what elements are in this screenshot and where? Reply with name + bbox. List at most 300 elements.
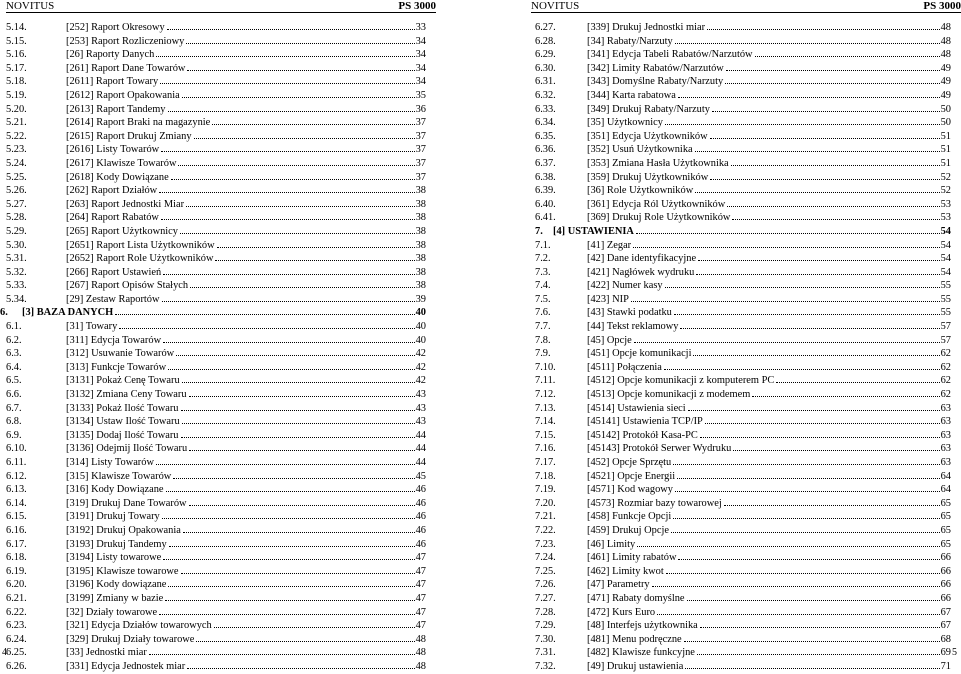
toc-entry[interactable] bbox=[531, 374, 961, 388]
toc-entry[interactable] bbox=[6, 456, 436, 470]
toc-entry-line bbox=[587, 361, 951, 375]
toc-entry-title: [451] Opcje komunikacji bbox=[587, 348, 692, 360]
dot-leader bbox=[710, 171, 939, 180]
toc-entry[interactable] bbox=[6, 361, 436, 375]
toc-entry-number: 6.27. bbox=[535, 22, 556, 33]
toc-entry[interactable] bbox=[6, 402, 436, 416]
toc-entry-page: 66 bbox=[940, 552, 951, 564]
toc-entry-line bbox=[66, 75, 426, 89]
dot-leader bbox=[673, 510, 939, 519]
toc-chapter-entry[interactable] bbox=[531, 225, 961, 239]
toc-entry-number: 7.26. bbox=[535, 579, 556, 591]
dot-leader bbox=[156, 48, 414, 57]
toc-entry-title: [3196] Kody dowiązane bbox=[66, 579, 167, 591]
toc-entry[interactable] bbox=[6, 198, 436, 212]
toc-entry[interactable] bbox=[531, 35, 961, 49]
toc-entry-page: 57 bbox=[940, 334, 951, 346]
toc-entry[interactable] bbox=[531, 565, 961, 579]
toc-entry[interactable] bbox=[6, 429, 436, 443]
toc-entry-number: 6.31. bbox=[535, 76, 556, 88]
toc-entry-page: 34 bbox=[415, 76, 426, 88]
toc-entry-number: 6.39. bbox=[535, 185, 556, 197]
toc-entry-page: 46 bbox=[415, 511, 426, 523]
toc-entry[interactable] bbox=[531, 456, 961, 470]
toc-entry[interactable] bbox=[6, 157, 436, 171]
toc-entry-page: 46 bbox=[415, 484, 426, 496]
toc-entry[interactable] bbox=[531, 211, 961, 225]
toc-entry[interactable] bbox=[6, 184, 436, 198]
toc-entry[interactable] bbox=[531, 524, 961, 538]
toc-entry-page: 42 bbox=[415, 375, 426, 387]
dot-leader bbox=[180, 225, 415, 234]
toc-entry[interactable] bbox=[6, 538, 436, 552]
toc-entry[interactable] bbox=[6, 347, 436, 361]
toc-entry[interactable] bbox=[6, 374, 436, 388]
toc-entry-title: [2611] Raport Towary bbox=[66, 76, 159, 88]
toc-entry-number: 6.18. bbox=[6, 552, 27, 564]
toc-entry-title: [361] Edycja Ról Użytkowników bbox=[587, 198, 726, 210]
toc-entry-title: [4571] Kod wagowy bbox=[587, 484, 673, 496]
toc-entry-line bbox=[66, 524, 426, 538]
toc-entry-title: [2616] Listy Towarów bbox=[66, 144, 160, 156]
toc-entry-line bbox=[66, 130, 426, 144]
toc-entry-number: 5.21. bbox=[6, 117, 27, 129]
toc-entry-line bbox=[66, 225, 426, 239]
toc-entry-line bbox=[66, 592, 426, 606]
toc-entry-title: [3135] Dodaj Ilość Towaru bbox=[66, 429, 179, 441]
toc-entry[interactable] bbox=[531, 103, 961, 117]
toc-entry-page: 47 bbox=[415, 620, 426, 632]
toc-entry-title: [3192] Drukuj Opakowania bbox=[66, 524, 181, 536]
toc-entry-number: 7.30. bbox=[535, 633, 556, 645]
toc-chapter-entry[interactable] bbox=[0, 306, 436, 320]
dot-leader bbox=[634, 334, 940, 343]
toc-entry[interactable] bbox=[6, 116, 436, 130]
toc-entry-line bbox=[66, 198, 426, 212]
toc-entry-title: [2614] Raport Braki na magazynie bbox=[66, 117, 211, 129]
toc-entry-title: [344] Karta rabatowa bbox=[587, 89, 676, 101]
toc-entry-number: 6.37. bbox=[535, 157, 556, 169]
dot-leader bbox=[183, 524, 415, 533]
toc-entry-page: 38 bbox=[415, 198, 426, 210]
toc-entry-page: 62 bbox=[940, 389, 951, 401]
toc-entry[interactable] bbox=[531, 578, 961, 592]
toc-entry-title: [45143] Protokół Serwer Wydruku bbox=[587, 443, 732, 455]
toc-entry-page: 38 bbox=[415, 225, 426, 237]
toc-entry-title: [4521] Opcje Energii bbox=[587, 470, 676, 482]
toc-entry-page: 66 bbox=[940, 565, 951, 577]
toc-entry[interactable] bbox=[531, 320, 961, 334]
dot-leader bbox=[685, 660, 939, 669]
page-header bbox=[6, 0, 436, 14]
toc-entry-number: 5.20. bbox=[6, 103, 27, 115]
dot-leader bbox=[182, 89, 415, 98]
toc-entry-number: 7.3. bbox=[535, 266, 551, 278]
toc-entry-number: 5.22. bbox=[6, 130, 27, 142]
toc-entry[interactable] bbox=[531, 306, 961, 320]
dot-leader bbox=[186, 35, 414, 44]
toc-entry-line bbox=[66, 456, 426, 470]
toc-entry-title: [41] Zegar bbox=[587, 239, 632, 251]
dot-leader bbox=[194, 130, 415, 139]
toc-entry-page: 43 bbox=[415, 416, 426, 428]
toc-entry-number: 7.32. bbox=[535, 660, 556, 672]
toc-entry-number: 6.26. bbox=[6, 660, 27, 672]
dot-leader bbox=[176, 347, 414, 356]
toc-entry-line bbox=[66, 578, 426, 592]
toc-entry-number: 5.34. bbox=[6, 293, 27, 305]
toc-entry-number: 6.2. bbox=[6, 334, 22, 346]
toc-entry-number: 5.26. bbox=[6, 185, 27, 197]
toc-entry-line bbox=[66, 565, 426, 579]
toc-entry[interactable] bbox=[531, 402, 961, 416]
toc-entry[interactable] bbox=[531, 252, 961, 266]
toc-entry-number: 7.16. bbox=[535, 443, 556, 455]
toc-entry-title: [264] Raport Rabatów bbox=[66, 212, 159, 224]
dot-leader bbox=[673, 456, 939, 465]
toc-entry[interactable] bbox=[6, 320, 436, 334]
toc-entry-title: [48] Interfejs użytkownika bbox=[587, 620, 698, 632]
toc-entry-line bbox=[587, 306, 951, 320]
toc-entry[interactable] bbox=[531, 198, 961, 212]
toc-entry-page: 35 bbox=[415, 89, 426, 101]
toc-entry-number: 7.4. bbox=[535, 280, 551, 292]
toc-entry-page: 54 bbox=[940, 225, 951, 237]
dot-leader bbox=[724, 497, 940, 506]
toc-entry[interactable] bbox=[6, 35, 436, 49]
toc-entry[interactable] bbox=[531, 361, 961, 375]
toc-entry-title: [312] Usuwanie Towarów bbox=[66, 348, 175, 360]
toc-entry-page: 66 bbox=[940, 592, 951, 604]
toc-entry-number: 6.23. bbox=[6, 620, 27, 632]
toc-entry[interactable] bbox=[531, 660, 961, 674]
dot-leader bbox=[698, 252, 940, 261]
toc-entry-number: 5.30. bbox=[6, 239, 27, 251]
toc-entry-page: 63 bbox=[940, 416, 951, 428]
toc-entry[interactable] bbox=[6, 551, 436, 565]
toc-entry-number: 6.34. bbox=[535, 117, 556, 129]
toc-entry-page: 37 bbox=[415, 171, 426, 183]
toc-entry[interactable] bbox=[6, 103, 436, 117]
toc-entry-number: 5.19. bbox=[6, 89, 27, 101]
toc-entry[interactable] bbox=[531, 592, 961, 606]
dot-leader bbox=[178, 157, 414, 166]
dot-leader bbox=[657, 606, 940, 615]
toc-entry-page: 64 bbox=[940, 470, 951, 482]
dot-leader bbox=[687, 592, 940, 601]
toc-entry-line bbox=[66, 184, 426, 198]
toc-entry-page: 37 bbox=[415, 144, 426, 156]
toc-entry-number: 7.6. bbox=[535, 307, 551, 319]
toc-entry-number: 5.32. bbox=[6, 266, 27, 278]
toc-entry[interactable] bbox=[531, 510, 961, 524]
toc-entry-number: 5.31. bbox=[6, 253, 27, 265]
toc-entry[interactable] bbox=[6, 252, 436, 266]
toc-entry-title: [3195] Klawisze towarowe bbox=[66, 565, 179, 577]
toc-entry[interactable] bbox=[531, 130, 961, 144]
toc-entry-line bbox=[587, 75, 951, 89]
toc-entry[interactable] bbox=[531, 239, 961, 253]
header-rule bbox=[6, 12, 436, 13]
toc-entry-number: 6.19. bbox=[6, 565, 27, 577]
toc-entry-page: 47 bbox=[415, 579, 426, 591]
toc-entry-title: [44] Tekst reklamowy bbox=[587, 321, 679, 333]
toc-entry-title: [2617] Klawisze Towarów bbox=[66, 157, 177, 169]
toc-entry-page: 62 bbox=[940, 375, 951, 387]
toc-entry-line bbox=[66, 293, 426, 307]
toc-entry[interactable] bbox=[531, 497, 961, 511]
toc-entry[interactable] bbox=[6, 211, 436, 225]
toc-entry[interactable] bbox=[6, 130, 436, 144]
toc-entry-page: 51 bbox=[940, 130, 951, 142]
toc-entry[interactable] bbox=[6, 21, 436, 35]
toc-entry[interactable] bbox=[531, 48, 961, 62]
toc-entry-number: 7.2. bbox=[535, 253, 551, 265]
dot-leader bbox=[168, 578, 414, 587]
toc-entry-line bbox=[66, 510, 426, 524]
dot-leader bbox=[631, 293, 940, 302]
toc-entry-title: [265] Raport Użytkownicy bbox=[66, 225, 178, 237]
toc-entry[interactable] bbox=[531, 334, 961, 348]
toc-entry-line bbox=[66, 266, 426, 280]
toc-entry[interactable] bbox=[531, 21, 961, 35]
toc-entry[interactable] bbox=[6, 633, 436, 647]
toc-entry-number: 6.5. bbox=[6, 375, 22, 387]
toc-entry[interactable] bbox=[531, 266, 961, 280]
dot-leader bbox=[700, 619, 940, 628]
dot-leader bbox=[190, 279, 415, 288]
toc-entry[interactable] bbox=[6, 483, 436, 497]
toc-entry[interactable] bbox=[531, 470, 961, 484]
toc-entry[interactable] bbox=[531, 442, 961, 456]
toc-entry-number: 6.13. bbox=[6, 484, 27, 496]
dot-leader bbox=[159, 606, 414, 615]
toc-entry[interactable] bbox=[531, 347, 961, 361]
toc-entry[interactable] bbox=[6, 646, 436, 660]
model-name: PS 3000 bbox=[398, 0, 436, 12]
toc-entry[interactable] bbox=[6, 415, 436, 429]
toc-entry-page: 47 bbox=[415, 592, 426, 604]
toc-entry-page: 49 bbox=[940, 89, 951, 101]
toc-entry[interactable] bbox=[531, 619, 961, 633]
toc-entry[interactable] bbox=[531, 633, 961, 647]
toc-entry[interactable] bbox=[6, 442, 436, 456]
dot-leader bbox=[182, 374, 415, 383]
toc-entry-line bbox=[587, 442, 951, 456]
dot-leader bbox=[181, 402, 415, 411]
dot-leader bbox=[752, 388, 939, 397]
toc-entry-number: 6.41. bbox=[535, 212, 556, 224]
toc-entry[interactable] bbox=[531, 551, 961, 565]
toc-entry[interactable] bbox=[531, 184, 961, 198]
toc-entry[interactable] bbox=[6, 619, 436, 633]
toc-entry-page: 48 bbox=[415, 647, 426, 659]
toc-entry-page: 44 bbox=[415, 443, 426, 455]
toc-entry-line bbox=[66, 606, 426, 620]
toc-entry-page: 38 bbox=[415, 185, 426, 197]
toc-entry[interactable] bbox=[531, 293, 961, 307]
toc-entry-line bbox=[66, 429, 426, 443]
toc-entry-line bbox=[587, 565, 951, 579]
toc-entry-page: 65 bbox=[940, 497, 951, 509]
toc-entry-number: 6.10. bbox=[6, 443, 27, 455]
toc-entry-number: 6.7. bbox=[6, 402, 22, 414]
toc-entry-number: 6. bbox=[0, 307, 8, 319]
toc-entry-line bbox=[587, 646, 951, 660]
toc-entry-line bbox=[587, 116, 951, 130]
toc-entry[interactable] bbox=[6, 75, 436, 89]
dot-leader bbox=[187, 62, 414, 71]
toc-entry[interactable] bbox=[6, 578, 436, 592]
dot-leader bbox=[710, 130, 940, 139]
dot-leader bbox=[665, 279, 940, 288]
dot-leader bbox=[678, 551, 939, 560]
toc-entry[interactable] bbox=[531, 646, 961, 660]
dot-leader bbox=[156, 456, 415, 465]
toc-entry[interactable] bbox=[6, 239, 436, 253]
dot-leader bbox=[695, 184, 939, 193]
toc-entry-line bbox=[587, 415, 951, 429]
toc-entry-number: 7.31. bbox=[535, 647, 556, 659]
toc-entry-number: 6.12. bbox=[6, 470, 27, 482]
toc-entry-number: 6.20. bbox=[6, 579, 27, 591]
toc-entry[interactable] bbox=[6, 524, 436, 538]
toc-entry-page: 54 bbox=[940, 253, 951, 265]
toc-entry[interactable] bbox=[6, 334, 436, 348]
toc-entry-number: 6.16. bbox=[6, 524, 27, 536]
toc-entry-title: [4512] Opcje komunikacji z komputerem PC bbox=[587, 375, 775, 387]
toc-entry[interactable] bbox=[6, 565, 436, 579]
toc-entry-number: 6.28. bbox=[535, 35, 556, 47]
toc-entry-number: 6.8. bbox=[6, 416, 22, 428]
toc-entry-title: [339] Drukuj Jednostki miar bbox=[587, 22, 706, 33]
toc-entry-title: [3133] Pokaż Ilość Towaru bbox=[66, 402, 179, 414]
toc-entry[interactable] bbox=[531, 538, 961, 552]
toc-entry-title: [421] Nagłówek wydruku bbox=[587, 266, 695, 278]
toc-entry-title: [47] Parametry bbox=[587, 579, 650, 591]
dot-leader bbox=[181, 429, 415, 438]
toc-entry[interactable] bbox=[6, 293, 436, 307]
toc-entry-number: 7.11. bbox=[535, 375, 556, 387]
toc-entry-page: 46 bbox=[415, 524, 426, 536]
toc-entry-page: 40 bbox=[415, 307, 426, 319]
toc-entry[interactable] bbox=[6, 143, 436, 157]
toc-entry[interactable] bbox=[6, 171, 436, 185]
dot-leader bbox=[161, 211, 415, 220]
toc-entry-number: 6.22. bbox=[6, 606, 27, 618]
toc-entry-number: 7.12. bbox=[535, 389, 556, 401]
toc-entry-title: [3136] Odejmij Ilość Towaru bbox=[66, 443, 188, 455]
toc-entry-line bbox=[66, 103, 426, 117]
toc-entry[interactable] bbox=[6, 497, 436, 511]
left-page bbox=[0, 0, 436, 672]
toc-entry[interactable] bbox=[6, 48, 436, 62]
toc-entry[interactable] bbox=[6, 225, 436, 239]
table-of-contents bbox=[531, 21, 961, 674]
toc-entry-line bbox=[587, 578, 951, 592]
toc-entry-line bbox=[66, 21, 426, 35]
toc-entry[interactable] bbox=[6, 279, 436, 293]
toc-entry[interactable] bbox=[6, 510, 436, 524]
dot-leader bbox=[149, 646, 415, 655]
toc-entry-page: 63 bbox=[940, 443, 951, 455]
dot-leader bbox=[636, 225, 940, 234]
toc-entry[interactable] bbox=[6, 89, 436, 103]
toc-entry[interactable] bbox=[531, 171, 961, 185]
toc-entry[interactable] bbox=[6, 660, 436, 674]
dot-leader bbox=[675, 35, 940, 44]
toc-entry[interactable] bbox=[531, 388, 961, 402]
dot-leader bbox=[696, 266, 939, 275]
page-number: 5 bbox=[952, 647, 957, 658]
toc-entry-page: 55 bbox=[940, 307, 951, 319]
toc-entry-line bbox=[587, 347, 951, 361]
toc-entry-line bbox=[66, 497, 426, 511]
toc-entry-line bbox=[587, 239, 951, 253]
toc-entry-line bbox=[66, 660, 426, 674]
dot-leader bbox=[680, 320, 939, 329]
toc-entry-line bbox=[587, 252, 951, 266]
toc-entry-line bbox=[587, 89, 951, 103]
toc-entry-title: [3132] Zmiana Ceny Towaru bbox=[66, 389, 187, 401]
toc-entry-title: [35] Użytkownicy bbox=[587, 117, 663, 129]
dot-leader bbox=[187, 660, 414, 669]
toc-entry-number: 5.27. bbox=[6, 198, 27, 210]
dot-leader bbox=[217, 239, 415, 248]
toc-entry-line bbox=[66, 211, 426, 225]
toc-entry[interactable] bbox=[531, 279, 961, 293]
toc-entry-page: 67 bbox=[940, 620, 951, 632]
toc-entry-title: [262] Raport Działów bbox=[66, 185, 158, 197]
toc-entry[interactable] bbox=[531, 116, 961, 130]
toc-entry-line bbox=[66, 320, 426, 334]
toc-entry-title: [314] Listy Towarów bbox=[66, 457, 154, 468]
toc-entry-title: [481] Menu podręczne bbox=[587, 633, 682, 645]
toc-entry-line bbox=[66, 415, 426, 429]
toc-entry[interactable] bbox=[531, 483, 961, 497]
toc-entry-title: [42] Dane identyfikacyjne bbox=[587, 253, 697, 265]
toc-entry-number: 7.28. bbox=[535, 606, 556, 618]
toc-entry-line bbox=[587, 592, 951, 606]
toc-entry[interactable] bbox=[531, 606, 961, 620]
toc-entry[interactable] bbox=[531, 62, 961, 76]
toc-entry[interactable] bbox=[6, 388, 436, 402]
toc-entry[interactable] bbox=[531, 157, 961, 171]
dot-leader bbox=[666, 565, 940, 574]
toc-entry-number: 5.25. bbox=[6, 171, 27, 183]
toc-entry[interactable] bbox=[531, 143, 961, 157]
toc-entry-line bbox=[587, 660, 951, 674]
toc-entry[interactable] bbox=[531, 429, 961, 443]
toc-entry[interactable] bbox=[6, 62, 436, 76]
dot-leader bbox=[212, 116, 414, 125]
toc-entry-title: [33] Jednostki miar bbox=[66, 647, 147, 659]
toc-entry[interactable] bbox=[531, 75, 961, 89]
toc-entry[interactable] bbox=[531, 89, 961, 103]
toc-entry[interactable] bbox=[6, 606, 436, 620]
toc-entry-page: 40 bbox=[415, 334, 426, 346]
dot-leader bbox=[171, 171, 415, 180]
model-name: PS 3000 bbox=[923, 0, 961, 12]
toc-entry[interactable] bbox=[6, 592, 436, 606]
toc-entry-line bbox=[66, 646, 426, 660]
toc-entry-title: [3193] Drukuj Tandemy bbox=[66, 538, 167, 550]
toc-entry[interactable] bbox=[6, 470, 436, 484]
dot-leader bbox=[165, 592, 414, 601]
toc-entry[interactable] bbox=[6, 266, 436, 280]
toc-entry[interactable] bbox=[531, 415, 961, 429]
toc-entry-page: 46 bbox=[415, 497, 426, 509]
